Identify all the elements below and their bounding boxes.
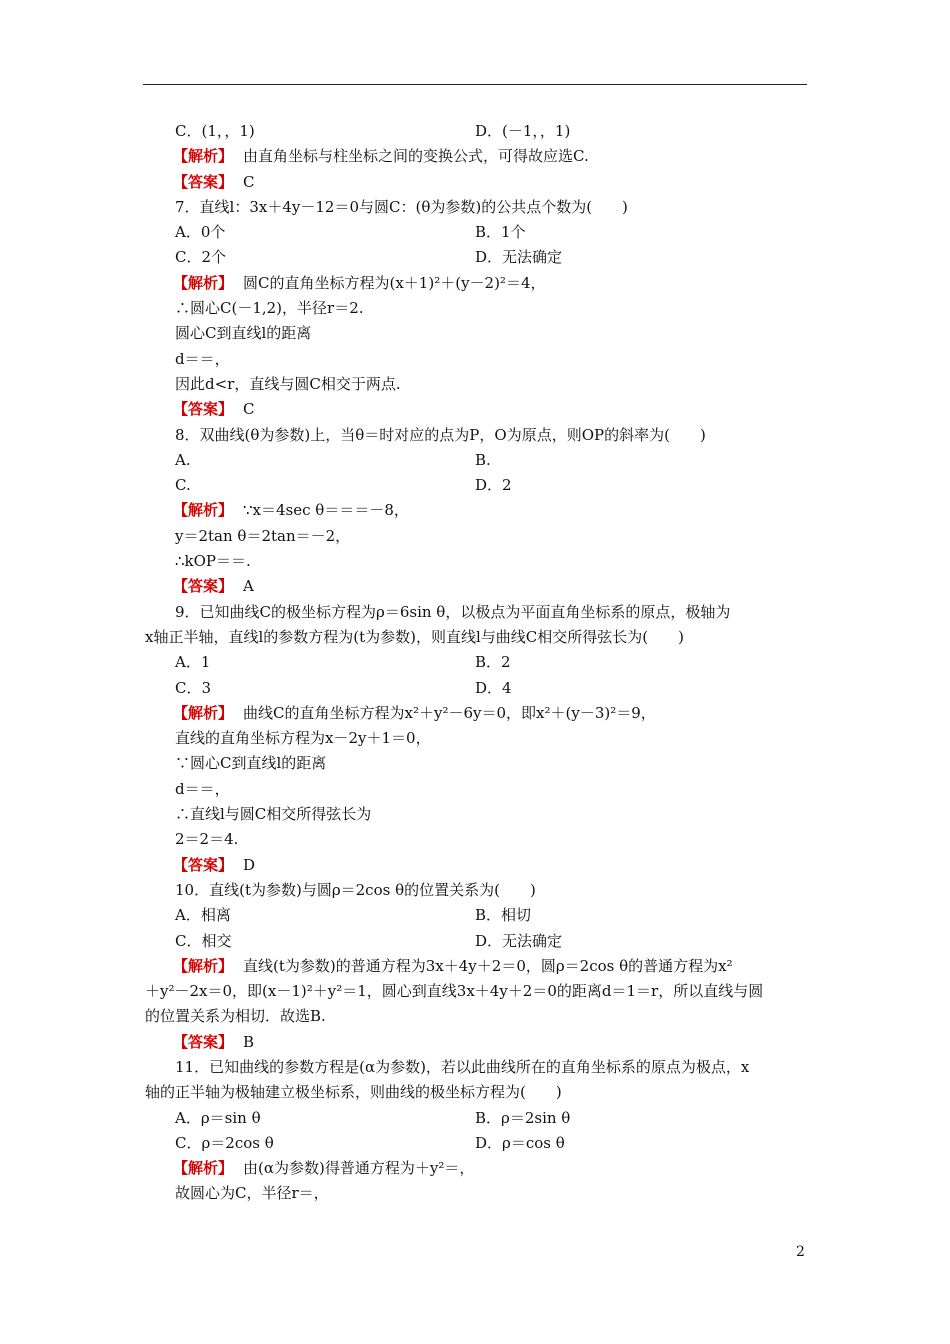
q11-options-cd bbox=[145, 1131, 807, 1156]
q11-stem: 11．已知曲线的参数方程是(α为参数)，若以此曲线所在的直角坐标系的原点为极点，x bbox=[175, 1057, 750, 1076]
analysis-tag: 【解析】 bbox=[173, 273, 234, 292]
q10-analysis-line: 的位置关系为相切．故选B. bbox=[145, 1007, 326, 1026]
q7-option-a: A．0个 bbox=[175, 223, 226, 242]
q7-analysis-line: 因此d<r，直线与圆C相交于两点. bbox=[175, 374, 401, 393]
q6-option-d: D．(－1，，1) bbox=[475, 122, 571, 140]
q6-answer bbox=[145, 170, 807, 195]
q6-options-cd bbox=[145, 119, 807, 144]
q9-options-cd bbox=[145, 676, 807, 701]
q8-option-c: C. bbox=[175, 476, 191, 495]
q10-option-a: A．相离 bbox=[175, 906, 231, 925]
q9-stem: 9．已知曲线C的极坐标方程为ρ＝6sin θ，以极点为平面直角坐标系的原点，极轴为 bbox=[175, 602, 731, 621]
q9-option-b: B．2 bbox=[475, 653, 511, 672]
q10-analysis bbox=[145, 954, 807, 979]
q7-analysis-line: 圆心C到直线l的距离 bbox=[175, 324, 312, 343]
q8-stem: 8．双曲线(θ为参数)上，当θ＝时对应的点为P，O为原点，则OP的斜率为( ) bbox=[175, 425, 706, 444]
q8-answer-text: A bbox=[243, 577, 254, 596]
q11-options-ab bbox=[145, 1106, 807, 1131]
q6-analysis bbox=[145, 144, 807, 169]
q11-analysis-line: 故圆心为C，半径r＝， bbox=[175, 1184, 329, 1203]
q8-analysis-line: y＝2tan θ＝2tan＝－2， bbox=[175, 526, 351, 545]
q8-analysis-text: ∵x＝4sec θ＝＝＝－8， bbox=[243, 501, 409, 520]
q9-stem-cont: x轴正半轴，直线l的参数方程为(t为参数)，则直线l与曲线C相交所得弦长为( ) bbox=[145, 627, 684, 646]
q7-answer-text: C bbox=[243, 400, 255, 419]
q7-options-cd bbox=[145, 245, 807, 270]
header-rule bbox=[143, 84, 807, 85]
q10-stem: 10．直线(t为参数)与圆ρ＝2cos θ的位置关系为( ) bbox=[175, 880, 536, 899]
analysis-tag: 【解析】 bbox=[173, 1159, 234, 1178]
q10-answer bbox=[145, 1030, 807, 1055]
q9-options-ab bbox=[145, 650, 807, 675]
q10-option-b: B．相切 bbox=[475, 906, 532, 925]
q9-analysis-text: 曲线C的直角坐标方程为x²＋y²－6y＝0，即x²＋(y－3)²＝9， bbox=[243, 703, 656, 722]
analysis-tag: 【解析】 bbox=[173, 956, 234, 975]
q11-stem-cont: 轴的正半轴为极轴建立极坐标系，则曲线的极坐标方程为( ) bbox=[145, 1083, 562, 1102]
q8-option-d: D．2 bbox=[475, 476, 512, 495]
analysis-tag: 【解析】 bbox=[173, 703, 234, 722]
q7-stem: 7．直线l：3x＋4y－12＝0与圆C：(θ为参数)的公共点个数为( ) bbox=[175, 197, 628, 216]
q7-analysis-text: 圆C的直角坐标方程为(x＋1)²＋(y－2)²＝4， bbox=[243, 273, 546, 292]
q11-option-a: A．ρ＝sin θ bbox=[175, 1108, 261, 1127]
answer-tag: 【答案】 bbox=[173, 1032, 234, 1051]
analysis-tag: 【解析】 bbox=[173, 147, 234, 166]
q8-options-cd bbox=[145, 473, 807, 498]
q11-option-d: D．ρ＝cos θ bbox=[475, 1133, 565, 1152]
q8-analysis bbox=[145, 498, 807, 523]
q11-option-c: C．ρ＝2cos θ bbox=[175, 1133, 274, 1152]
q7-analysis-line: d＝＝， bbox=[175, 349, 230, 368]
q9-answer-text: D bbox=[243, 855, 256, 874]
q7-option-b: B．1个 bbox=[475, 223, 526, 242]
q9-analysis bbox=[145, 701, 807, 726]
document-body bbox=[145, 119, 807, 1207]
q8-options-ab bbox=[145, 448, 807, 473]
q6-answer-text: C bbox=[243, 172, 255, 191]
q11-analysis-text: 由(α为参数)得普通方程为＋y²＝， bbox=[243, 1159, 475, 1178]
q11-option-b: B．ρ＝2sin θ bbox=[475, 1108, 571, 1127]
q8-option-a: A. bbox=[175, 450, 191, 469]
q10-analysis-text: 直线(t为参数)的普通方程为3x＋4y＋2＝0，圆ρ＝2cos θ的普通方程为x² bbox=[243, 956, 733, 975]
q8-answer bbox=[145, 574, 807, 599]
analysis-tag: 【解析】 bbox=[173, 501, 234, 520]
q7-options-ab bbox=[145, 220, 807, 245]
q9-analysis-line: 2＝2＝4. bbox=[175, 830, 239, 849]
q9-option-d: D．4 bbox=[475, 678, 512, 697]
q6-option-c: C．(1，，1) bbox=[175, 122, 255, 140]
q9-analysis-line: 直线的直角坐标方程为x－2y＋1＝0， bbox=[175, 729, 431, 748]
q9-option-c: C．3 bbox=[175, 678, 212, 697]
q7-analysis bbox=[145, 271, 807, 296]
q10-option-d: D．无法确定 bbox=[475, 931, 563, 950]
q7-answer bbox=[145, 397, 807, 422]
q8-analysis-line: ∴kOP＝＝. bbox=[175, 552, 251, 571]
answer-tag: 【答案】 bbox=[173, 855, 234, 874]
q7-option-c: C．2个 bbox=[175, 248, 227, 267]
q10-options-cd bbox=[145, 929, 807, 954]
q10-option-c: C．相交 bbox=[175, 931, 232, 950]
q6-analysis-text: 由直角坐标与柱坐标之间的变换公式，可得故应选C. bbox=[243, 147, 589, 166]
q9-answer bbox=[145, 853, 807, 878]
q10-options-ab bbox=[145, 903, 807, 928]
answer-tag: 【答案】 bbox=[173, 400, 234, 419]
q10-analysis-line: ＋y²－2x＝0，即(x－1)²＋y²＝1，圆心到直线3x＋4y＋2＝0的距离d＝1＝r，所以直线与圆 bbox=[145, 982, 764, 1001]
answer-tag: 【答案】 bbox=[173, 172, 234, 191]
q7-analysis-line: ∴圆心C(－1,2)，半径r＝2. bbox=[175, 299, 364, 318]
q9-analysis-line: ∵圆心C到直线l的距离 bbox=[175, 754, 327, 773]
answer-tag: 【答案】 bbox=[173, 577, 234, 596]
q9-analysis-line: d＝＝， bbox=[175, 779, 230, 798]
q11-analysis bbox=[145, 1156, 807, 1181]
q9-analysis-line: ∴直线l与圆C相交所得弦长为 bbox=[175, 805, 372, 824]
q10-answer-text: B bbox=[243, 1032, 255, 1051]
page-number: 2 bbox=[796, 1244, 805, 1260]
q8-option-b: B. bbox=[475, 450, 491, 469]
q9-option-a: A．1 bbox=[175, 653, 211, 672]
q7-option-d: D．无法确定 bbox=[475, 248, 563, 267]
